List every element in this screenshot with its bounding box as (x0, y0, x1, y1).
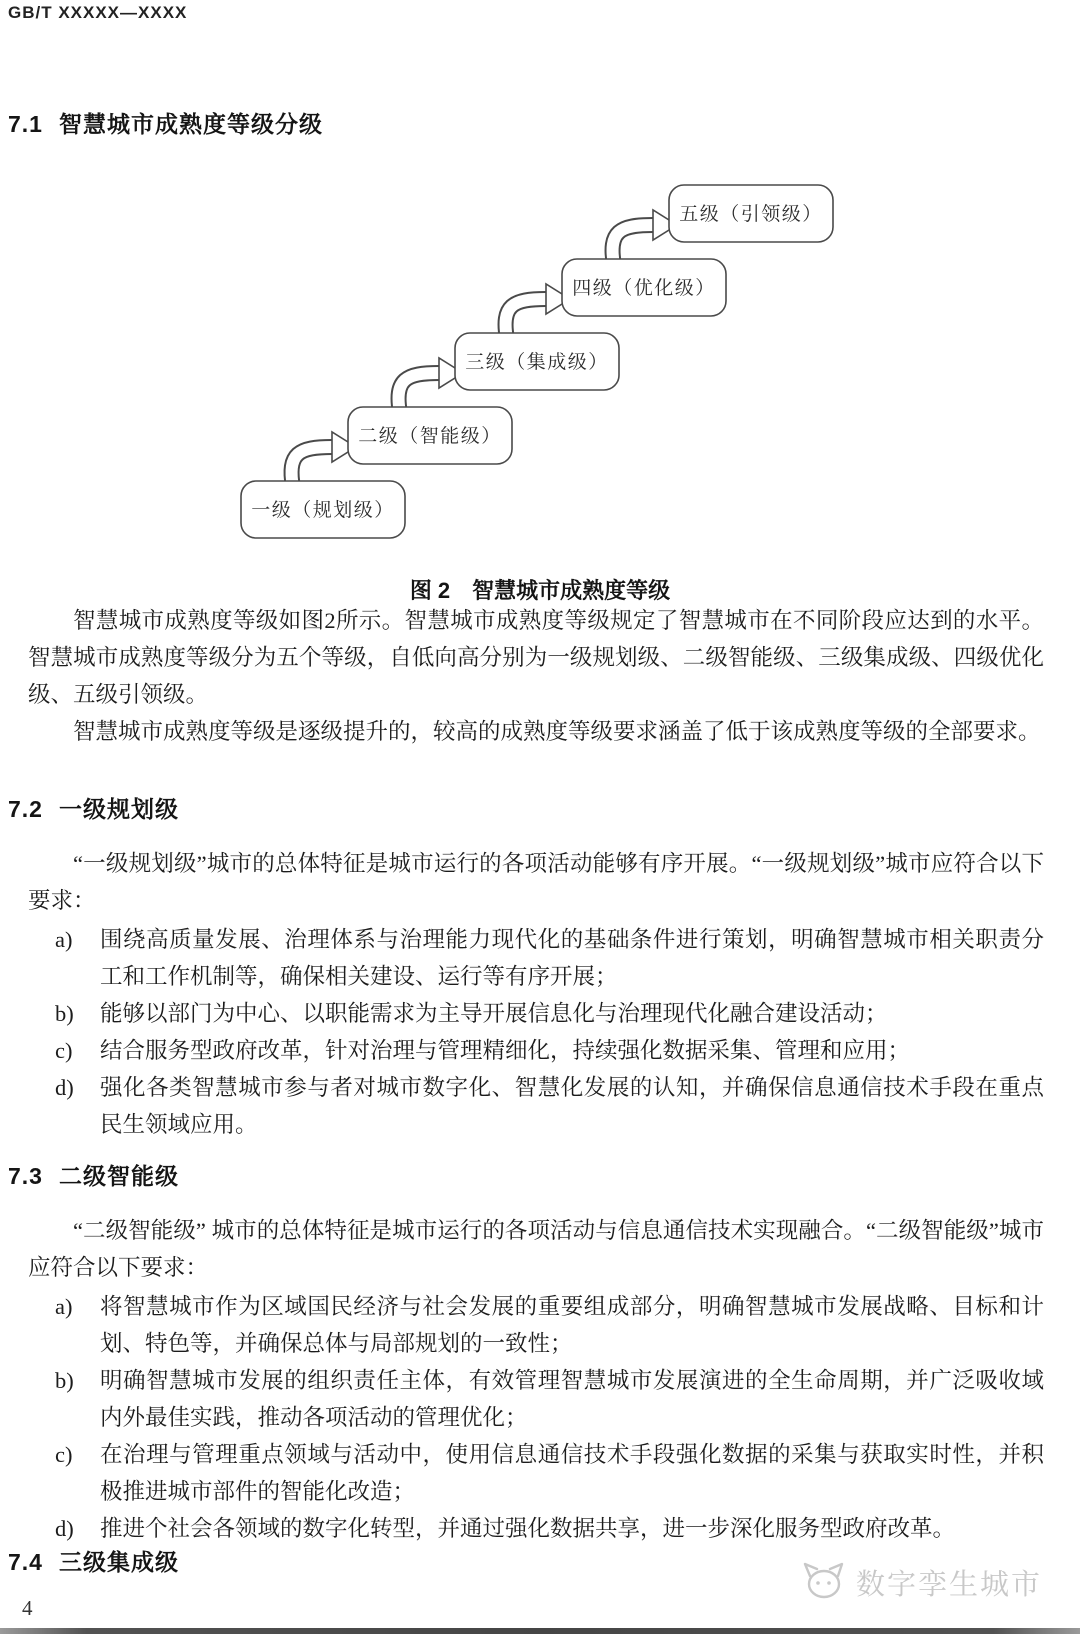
page-number: 4 (22, 1596, 33, 1620)
level-box-label: 四级（优化级） (572, 278, 716, 299)
section-title: 智慧城市成熟度等级分级 (58, 111, 323, 137)
list-item (55, 1362, 1044, 1436)
list-item (55, 1436, 1044, 1510)
section-heading-7-3 (8, 1158, 179, 1191)
paragraph: 智慧城市成熟度等级是逐级提升的，较高的成熟度等级要求涵盖了低于该成熟度等级的全部要求。 (73, 719, 1041, 744)
step-arrow-icon (399, 358, 463, 413)
list-marker: c) (55, 1038, 73, 1063)
level-box-label: 二级（智能级） (358, 426, 502, 447)
section-number: 7.4 (8, 1549, 43, 1575)
watermark-logo-icon (800, 1558, 848, 1606)
section-title: 三级集成级 (58, 1549, 179, 1575)
figure-caption: 图 2 智慧城市成熟度等级 (409, 578, 671, 603)
list-text: 将智慧城市作为区域国民经济与社会发展的重要组成部分，明确智慧城市发展战略、目标和计划、特色等，并确保总体与局部规划的一致性； (100, 1294, 1044, 1356)
list-marker: a) (55, 927, 73, 952)
paragraph: “一级规划级”城市的总体特征是城市运行的各项活动能够有序开展。“一级规划级”城市应符合以下要求： (28, 851, 1044, 913)
level-box-5 (669, 185, 833, 242)
list-marker: c) (55, 1442, 73, 1467)
level-box-2 (348, 407, 512, 464)
section-number: 7.2 (8, 796, 43, 822)
bottom-edge-bar (0, 1628, 1080, 1634)
section-title: 二级智能级 (58, 1163, 179, 1189)
list-text: 能够以部门为中心、以职能需求为主导开展信息化与治理现代化融合建设活动； (100, 1001, 888, 1026)
section-number: 7.3 (8, 1163, 43, 1189)
requirement-list (28, 1288, 1044, 1547)
list-text: 结合服务型政府改革，针对治理与管理精细化，持续强化数据采集、管理和应用； (100, 1038, 911, 1063)
watermark (800, 1558, 1042, 1606)
level-box-1 (241, 481, 405, 538)
level-box-4 (562, 259, 726, 316)
step-arrow-icon (292, 432, 356, 487)
list-marker: a) (55, 1294, 73, 1319)
section-title: 一级规划级 (58, 796, 179, 822)
level-box-3 (455, 333, 619, 390)
section-heading-7-4 (8, 1544, 179, 1577)
list-item (55, 1069, 1044, 1143)
section-number: 7.1 (8, 111, 43, 137)
list-item (55, 1288, 1044, 1362)
list-item (55, 995, 1044, 1032)
requirement-list (28, 921, 1044, 1143)
list-text: 明确智慧城市发展的组织责任主体，有效管理智慧城市发展演进的全生命周期，并广泛吸收域内外最佳实践，推动各项活动的管理优化； (100, 1368, 1044, 1430)
list-text: 围绕高质量发展、治理体系与治理能力现代化的基础条件进行策划，明确智慧城市相关职责分工和工作机制等，确保相关建设、运行等有序开展； (100, 927, 1044, 989)
level-box-label: 三级（集成级） (465, 352, 609, 373)
paragraph: 智慧城市成熟度等级如图2所示。智慧城市成熟度等级规定了智慧城市在不同阶段应达到的水平。智慧城市成熟度等级分为五个等级，自低向高分别为一级规划级、二级智能级、三级集成级、四级优化级、五级引领级。 (28, 608, 1044, 707)
level-box-label: 一级（规划级） (251, 500, 395, 521)
list-text: 推进个社会各领域的数字化转型，并通过强化数据共享，进一步深化服务型政府改革。 (100, 1516, 956, 1541)
list-marker: d) (55, 1516, 74, 1541)
section-7-3-body (28, 1212, 1044, 1547)
maturity-levels-diagram (0, 150, 1080, 550)
list-marker: d) (55, 1075, 74, 1100)
step-arrow-icon (613, 210, 677, 265)
paragraph: “二级智能级” 城市的总体特征是城市运行的各项活动与信息通信技术实现融合。“二级智能级”城市应符合以下要求： (28, 1218, 1044, 1280)
level-box-label: 五级（引领级） (679, 204, 823, 225)
list-item (55, 1032, 1044, 1069)
list-marker: b) (55, 1368, 74, 1393)
list-marker: b) (55, 1001, 74, 1026)
step-arrow-icon (506, 284, 570, 339)
list-item (55, 921, 1044, 995)
list-text: 在治理与管理重点领域与活动中，使用信息通信技术手段强化数据的采集与获取实时性，并积极推进城市部件的智能化改造； (100, 1442, 1044, 1504)
section-heading-7-1 (8, 106, 323, 139)
section-7-2-body (28, 845, 1044, 1143)
section-7-1-body (28, 602, 1044, 750)
list-text: 强化各类智慧城市参与者对城市数字化、智慧化发展的认知，并确保信息通信技术手段在重点民生领域应用。 (100, 1075, 1044, 1137)
watermark-text: 数字孪生城市 (856, 1568, 1043, 1601)
standard-code: GB/T XXXXX—XXXX (8, 3, 188, 22)
list-item (55, 1510, 1044, 1547)
section-heading-7-2 (8, 791, 179, 824)
